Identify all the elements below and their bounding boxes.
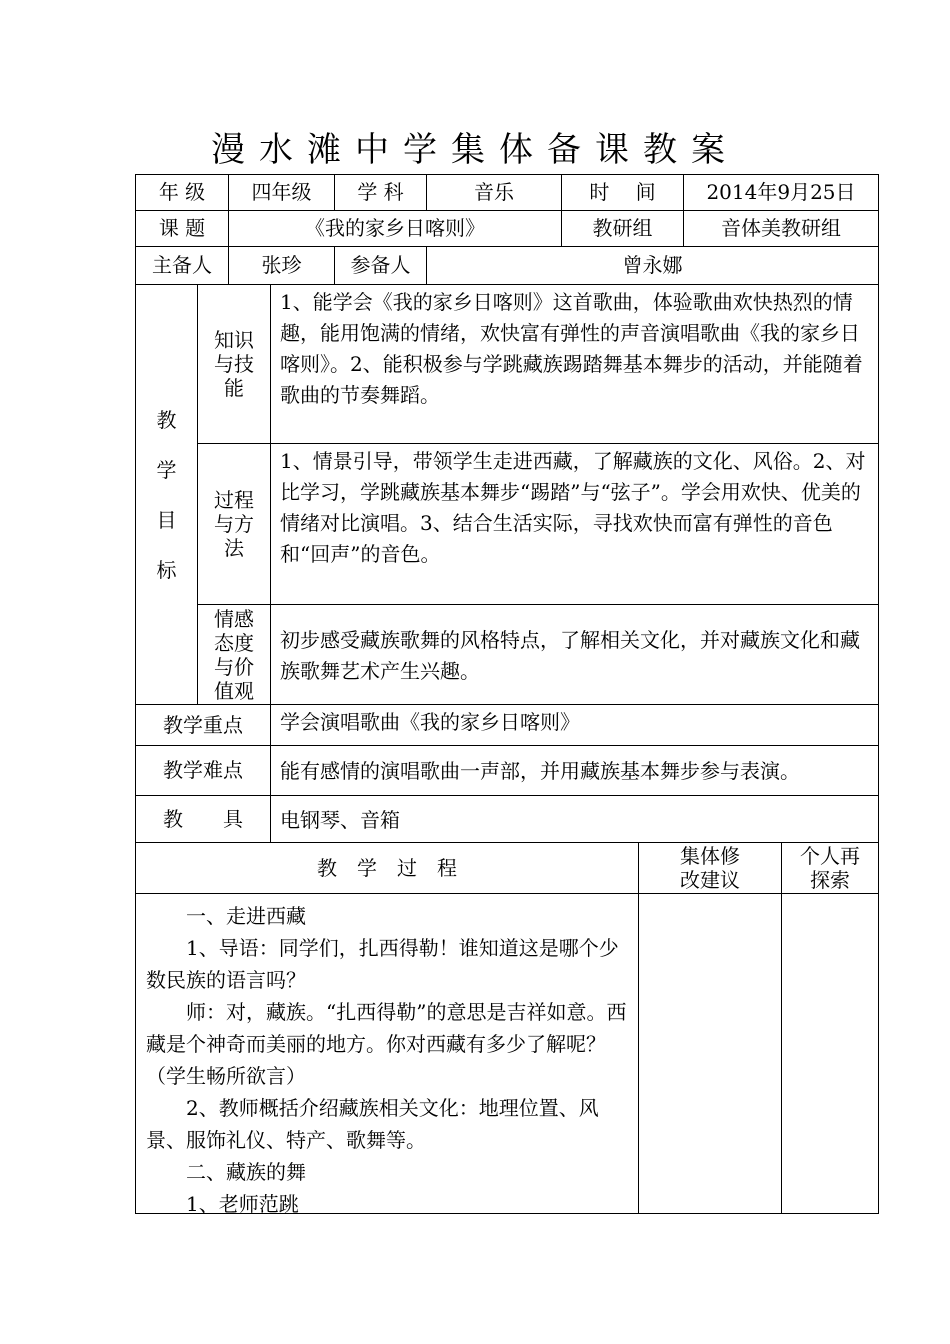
process-paragraph: 2、教师概括介绍藏族相关文化：地理位置、风景、服饰礼仪、特产、歌舞等。 xyxy=(146,1096,599,1152)
process-paragraph: 1、老师范跳 xyxy=(186,1192,299,1216)
difficulty-value: 能有感情的演唱歌曲一声部，并用藏族基本舞步参与表演。 xyxy=(280,759,800,783)
knowledge-label: 知识 与技 能 xyxy=(197,284,271,444)
tools-label: 教 具 xyxy=(135,795,271,843)
key-point-value: 学会演唱歌曲《我的家乡日喀则》 xyxy=(270,704,879,746)
participant-label: 参备人 xyxy=(334,246,427,285)
difficulty-label: 教学难点 xyxy=(135,745,271,796)
participant-value: 曾永娜 xyxy=(426,246,879,285)
grade-label: 年 级 xyxy=(135,174,229,211)
personal-exploration-cell xyxy=(781,893,879,1214)
collective-suggestion-header: 集体修 改建议 xyxy=(638,842,782,894)
process-paragraph: 1、导语：同学们，扎西得勒！谁知道这是哪个少数民族的语言吗？ xyxy=(146,936,619,992)
topic-value: 《我的家乡日喀则》 xyxy=(228,210,562,247)
emotion-label: 情感 态度 与价 值观 xyxy=(197,604,271,705)
subject-label: 学 科 xyxy=(334,174,427,211)
difficulty-cell xyxy=(270,745,879,796)
process-method-label: 过程 与方 法 xyxy=(197,443,271,605)
emotion-text: 初步感受藏族歌舞的风格特点，了解相关文化，并对藏族文化和藏族歌舞艺术产生兴趣。 xyxy=(280,627,860,683)
process-paragraph: 师：对，藏族。“扎西得勒”的意思是吉祥如意。西藏是个神奇而美丽的地方。你对西藏有多少了解呢？（学生畅所欲言） xyxy=(146,1000,627,1088)
process-paragraph: 二、藏族的舞 xyxy=(186,1160,306,1184)
knowledge-text: 1、能学会《我的家乡日喀则》这首歌曲，体验歌曲欢快热烈的情趣，能用饱满的情绪，欢快富有弹性的声音演唱歌曲《我的家乡日喀则》。2、能积极参与学跳藏族踢踏舞基本舞步的活动，并能随着歌曲的节奏舞蹈。 xyxy=(270,284,879,444)
objectives-label: 教 学 目 标 xyxy=(135,284,198,705)
personal-exploration-header: 个人再 探索 xyxy=(781,842,879,894)
lead-value: 张珍 xyxy=(228,246,335,285)
topic-label: 课 题 xyxy=(135,210,229,247)
subject-value: 音乐 xyxy=(426,174,562,211)
group-value: 音体美教研组 xyxy=(683,210,879,247)
page-title: 漫水滩中学集体备课教案 xyxy=(211,130,739,170)
time-label: 时 间 xyxy=(561,174,684,211)
process-body xyxy=(135,893,639,1214)
grade-value: 四年级 xyxy=(228,174,335,211)
tools-cell xyxy=(270,795,879,843)
tools-value: 电钢琴、音箱 xyxy=(280,807,400,832)
emotion-text-cell xyxy=(270,604,879,705)
time-value: 2014年9月25日 xyxy=(683,174,879,211)
process-paragraph: 一、走进西藏 xyxy=(186,904,306,928)
process-method-text: 1、情景引导，带领学生走进西藏，了解藏族的文化、风俗。2、对比学习，学跳藏族基本舞步“踢踏”与“弦子”。学会用欢快、优美的情绪对比演唱。3、结合生活实际，寻找欢快而富有弹性的音色和“回声”的音色。 xyxy=(270,443,879,605)
key-point-label: 教学重点 xyxy=(135,704,271,746)
group-label: 教研组 xyxy=(561,210,684,247)
process-header-label: 教 学 过 程 xyxy=(135,842,639,894)
lead-label: 主备人 xyxy=(135,246,229,285)
collective-suggestion-cell xyxy=(638,893,782,1214)
